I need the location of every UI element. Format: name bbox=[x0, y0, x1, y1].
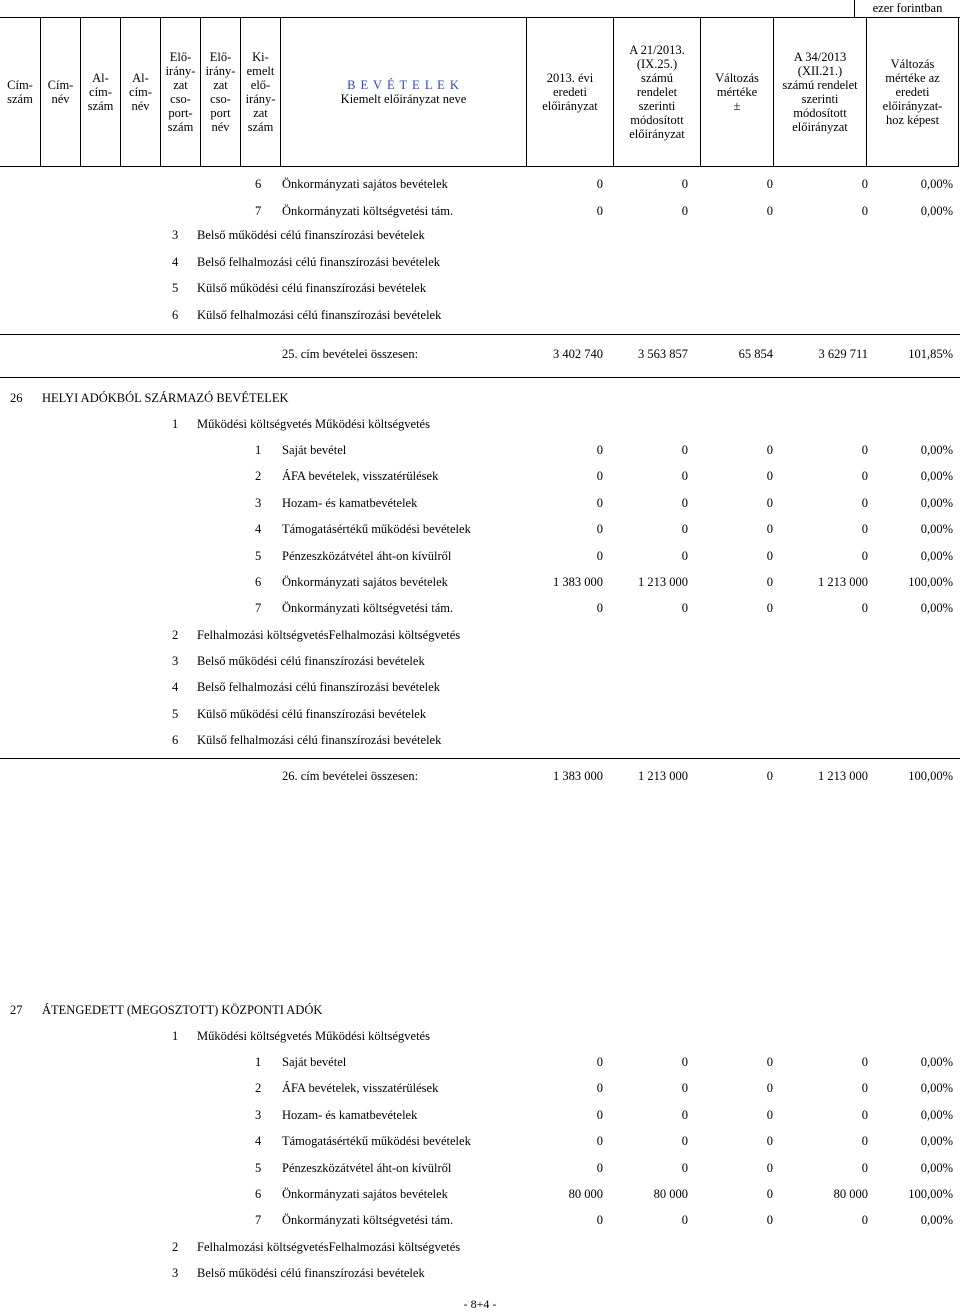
value-cell: 0 bbox=[596, 1161, 603, 1175]
value-cell: 0 bbox=[766, 549, 773, 563]
percent-cell: 0,00% bbox=[920, 1055, 953, 1069]
row-number: 5 bbox=[255, 549, 262, 563]
row-number: 3 bbox=[172, 228, 179, 242]
value-cell: 0 bbox=[596, 177, 603, 191]
table-row bbox=[0, 252, 960, 272]
row-number: 7 bbox=[255, 601, 262, 615]
header-kiemelt-eloiranyzat-szam: Ki- emelt elő- irány- zat szám bbox=[240, 18, 280, 166]
row-label: Belső felhalmozási célú finanszírozási bevételek bbox=[197, 255, 440, 269]
table-row bbox=[0, 730, 960, 750]
value-cell: 0 bbox=[596, 1134, 603, 1148]
value-cell: 0 bbox=[681, 204, 688, 218]
value-cell: 0 bbox=[681, 496, 688, 510]
value-cell: 0 bbox=[596, 1213, 603, 1227]
row-number: 7 bbox=[255, 1213, 262, 1227]
row-label: Önkormányzati sajátos bevételek bbox=[282, 1187, 448, 1201]
table-row bbox=[0, 388, 960, 408]
row-number: 3 bbox=[172, 1266, 179, 1280]
row-label: Hozam- és kamatbevételek bbox=[282, 1108, 418, 1122]
row-number: 3 bbox=[255, 496, 262, 510]
value-cell: 0 bbox=[596, 469, 603, 483]
row-label: Hozam- és kamatbevételek bbox=[282, 496, 418, 510]
total-label: 26. cím bevételei összesen: bbox=[282, 769, 419, 783]
percent-cell: 0,00% bbox=[920, 204, 953, 218]
table-row bbox=[0, 625, 960, 645]
row-number: 6 bbox=[255, 575, 262, 589]
row-label: Külső felhalmozási célú finanszírozási bevételek bbox=[197, 733, 442, 747]
row-label: Önkormányzati költségvetési tám. bbox=[282, 1213, 454, 1227]
value-cell: 0 bbox=[596, 522, 603, 536]
row-number: 1 bbox=[255, 1055, 262, 1069]
value-cell: 0 bbox=[861, 549, 868, 563]
row-label: Belső működési célú finanszírozási bevételek bbox=[197, 654, 425, 668]
row-number: 6 bbox=[255, 1187, 262, 1201]
row-label: ÁTENGEDETT (MEGOSZTOTT) KÖZPONTI ADÓK bbox=[42, 1003, 323, 1017]
row-label: Saját bevétel bbox=[282, 1055, 347, 1069]
row-number: 5 bbox=[172, 281, 179, 295]
row-label: ÁFA bevételek, visszatérülések bbox=[282, 1081, 439, 1095]
row-number: 2 bbox=[172, 1240, 179, 1254]
value-cell: 0 bbox=[861, 1213, 868, 1227]
row-label: Külső felhalmozási célú finanszírozási bevételek bbox=[197, 308, 442, 322]
value-cell: 1 383 000 bbox=[553, 769, 603, 783]
percent-cell: 100,00% bbox=[908, 1187, 953, 1201]
value-cell: 0 bbox=[681, 1213, 688, 1227]
percent-cell: 0,00% bbox=[920, 1108, 953, 1122]
table-row bbox=[0, 305, 960, 325]
percent-cell: 0,00% bbox=[920, 1161, 953, 1175]
value-cell: 0 bbox=[681, 1055, 688, 1069]
value-cell: 80 000 bbox=[833, 1187, 868, 1201]
percent-cell: 0,00% bbox=[920, 601, 953, 615]
table-row bbox=[0, 1263, 960, 1283]
value-cell: 0 bbox=[596, 601, 603, 615]
table-row bbox=[0, 677, 960, 697]
value-cell: 0 bbox=[766, 1134, 773, 1148]
table-row bbox=[0, 466, 960, 486]
row-number: 4 bbox=[255, 522, 262, 536]
row-label: Önkormányzati sajátos bevételek bbox=[282, 177, 448, 191]
value-cell: 0 bbox=[681, 1108, 688, 1122]
header-valtozas-merteke: Változás mértéke ± bbox=[700, 18, 773, 166]
table-row bbox=[0, 440, 960, 460]
header-eloiranyzat-csoport-nev: Elő- irány- zat cso- port név bbox=[200, 18, 240, 166]
row-label: Saját bevétel bbox=[282, 443, 347, 457]
value-cell: 0 bbox=[766, 204, 773, 218]
header-bevetelek-title: B E V É T E L E K bbox=[347, 78, 460, 92]
row-number: 27 bbox=[10, 1003, 23, 1017]
value-cell: 0 bbox=[766, 1081, 773, 1095]
percent-cell: 0,00% bbox=[920, 1081, 953, 1095]
table-row bbox=[0, 201, 960, 221]
row-number: 2 bbox=[255, 1081, 262, 1095]
table-row bbox=[0, 1078, 960, 1098]
row-number: 1 bbox=[255, 443, 262, 457]
table-row bbox=[0, 704, 960, 724]
row-label: Támogatásértékű működési bevételek bbox=[282, 1134, 471, 1148]
row-number: 5 bbox=[172, 707, 179, 721]
total-row bbox=[0, 766, 960, 786]
row-label: Támogatásértékű működési bevételek bbox=[282, 522, 471, 536]
table-row bbox=[0, 174, 960, 194]
section-divider bbox=[0, 334, 960, 335]
value-cell: 0 bbox=[766, 496, 773, 510]
value-cell: 3 629 711 bbox=[818, 347, 868, 361]
value-cell: 0 bbox=[861, 1055, 868, 1069]
value-cell: 0 bbox=[681, 1161, 688, 1175]
value-cell: 0 bbox=[766, 601, 773, 615]
value-cell: 0 bbox=[681, 177, 688, 191]
row-number: 6 bbox=[172, 733, 179, 747]
value-cell: 0 bbox=[596, 1055, 603, 1069]
section-divider bbox=[0, 377, 960, 378]
value-cell: 0 bbox=[861, 204, 868, 218]
currency-unit-label: ezer forintban bbox=[854, 0, 960, 18]
table-row bbox=[0, 572, 960, 592]
value-cell: 0 bbox=[766, 1108, 773, 1122]
value-cell: 0 bbox=[861, 1081, 868, 1095]
row-label: Pénzeszközátvétel áht-on kívülről bbox=[282, 1161, 452, 1175]
row-label: Pénzeszközátvétel áht-on kívülről bbox=[282, 549, 452, 563]
table-row bbox=[0, 546, 960, 566]
row-label: Külső működési célú finanszírozási bevételek bbox=[197, 707, 427, 721]
row-number: 6 bbox=[172, 308, 179, 322]
value-cell: 0 bbox=[681, 469, 688, 483]
header-cim-szam: Cím- szám bbox=[7, 78, 33, 106]
value-cell: 0 bbox=[596, 204, 603, 218]
value-cell: 0 bbox=[766, 522, 773, 536]
percent-cell: 100,00% bbox=[908, 575, 953, 589]
table-row bbox=[0, 519, 960, 539]
row-number: 4 bbox=[172, 255, 179, 269]
total-label: 25. cím bevételei összesen: bbox=[282, 347, 419, 361]
section-divider bbox=[0, 758, 960, 759]
value-cell: 1 383 000 bbox=[553, 575, 603, 589]
value-cell: 0 bbox=[681, 522, 688, 536]
row-label: Felhalmozási költségvetésFelhalmozási költségvetés bbox=[197, 1240, 461, 1254]
table-row bbox=[0, 493, 960, 513]
value-cell: 80 000 bbox=[653, 1187, 688, 1201]
header-kiemelt-name: Kiemelt előirányzat neve bbox=[340, 92, 467, 106]
row-label: Belső működési célú finanszírozási bevételek bbox=[197, 228, 425, 242]
header-eredeti-eloiranyzat: 2013. évi eredeti előirányzat bbox=[526, 18, 613, 166]
table-row bbox=[0, 225, 960, 245]
row-label: Külső működési célú finanszírozási bevételek bbox=[197, 281, 427, 295]
value-cell: 0 bbox=[596, 496, 603, 510]
value-cell: 0 bbox=[596, 443, 603, 457]
value-cell: 0 bbox=[681, 549, 688, 563]
value-cell: 0 bbox=[766, 443, 773, 457]
value-cell: 0 bbox=[766, 1161, 773, 1175]
value-cell: 1 213 000 bbox=[638, 769, 688, 783]
value-cell: 0 bbox=[861, 601, 868, 615]
percent-cell: 0,00% bbox=[920, 496, 953, 510]
value-cell: 3 563 857 bbox=[638, 347, 688, 361]
value-cell: 1 213 000 bbox=[638, 575, 688, 589]
table-row bbox=[0, 414, 960, 434]
value-cell: 0 bbox=[681, 1134, 688, 1148]
row-label: Belső működési célú finanszírozási bevételek bbox=[197, 1266, 425, 1280]
header-alcim-nev: Al- cím- név bbox=[120, 18, 160, 166]
value-cell: 0 bbox=[596, 1081, 603, 1095]
value-cell: 80 000 bbox=[568, 1187, 603, 1201]
value-cell: 0 bbox=[681, 601, 688, 615]
value-cell: 0 bbox=[596, 549, 603, 563]
header-alcim-szam: Al- cím- szám bbox=[80, 18, 120, 166]
table-row bbox=[0, 1210, 960, 1230]
percent-cell: 0,00% bbox=[920, 469, 953, 483]
row-label: Felhalmozási költségvetésFelhalmozási költségvetés bbox=[197, 628, 461, 642]
value-cell: 0 bbox=[681, 443, 688, 457]
value-cell: 0 bbox=[766, 469, 773, 483]
row-label: Működési költségvetés Működési költségvetés bbox=[197, 417, 430, 431]
row-number: 3 bbox=[255, 1108, 262, 1122]
value-cell: 0 bbox=[861, 522, 868, 536]
value-cell: 0 bbox=[861, 496, 868, 510]
table-row bbox=[0, 598, 960, 618]
value-cell: 0 bbox=[861, 177, 868, 191]
row-number: 1 bbox=[172, 417, 179, 431]
percent-cell: 0,00% bbox=[920, 522, 953, 536]
table-row bbox=[0, 1237, 960, 1257]
table-row bbox=[0, 1052, 960, 1072]
row-label: Önkormányzati költségvetési tám. bbox=[282, 601, 454, 615]
row-number: 4 bbox=[255, 1134, 262, 1148]
value-cell: 3 402 740 bbox=[553, 347, 603, 361]
row-number: 1 bbox=[172, 1029, 179, 1043]
row-number: 2 bbox=[172, 628, 179, 642]
table-row bbox=[0, 1184, 960, 1204]
value-cell: 0 bbox=[766, 1187, 773, 1201]
value-cell: 1 213 000 bbox=[818, 769, 868, 783]
table-row bbox=[0, 651, 960, 671]
row-number: 5 bbox=[255, 1161, 262, 1175]
row-label: Önkormányzati sajátos bevételek bbox=[282, 575, 448, 589]
value-cell: 0 bbox=[861, 443, 868, 457]
row-number: 6 bbox=[255, 177, 262, 191]
row-number: 3 bbox=[172, 654, 179, 668]
value-cell: 0 bbox=[766, 177, 773, 191]
value-cell: 0 bbox=[861, 1161, 868, 1175]
table-row bbox=[0, 278, 960, 298]
row-label: ÁFA bevételek, visszatérülések bbox=[282, 469, 439, 483]
value-cell: 0 bbox=[596, 1108, 603, 1122]
percent-cell: 0,00% bbox=[920, 1213, 953, 1227]
value-cell: 0 bbox=[861, 1134, 868, 1148]
value-cell: 0 bbox=[861, 1108, 868, 1122]
header-valtozas-merteke-eredeti: Változás mértéke az eredeti előirányzat- hoz képest bbox=[866, 18, 959, 166]
percent-cell: 0,00% bbox=[920, 177, 953, 191]
value-cell: 0 bbox=[766, 1055, 773, 1069]
table-row bbox=[0, 1000, 960, 1020]
row-number: 2 bbox=[255, 469, 262, 483]
value-cell: 65 854 bbox=[738, 347, 773, 361]
header-cim-nev: Cím- név bbox=[40, 18, 80, 166]
percent-cell: 0,00% bbox=[920, 443, 953, 457]
header-modositott-eloiranyzat-2: A 34/2013 (XII.21.) számú rendelet szerinti módosított előirányzat bbox=[773, 18, 866, 166]
row-label: HELYI ADÓKBÓL SZÁRMAZÓ BEVÉTELEK bbox=[42, 391, 289, 405]
table-row bbox=[0, 1105, 960, 1125]
percent-cell: 101,85% bbox=[908, 347, 953, 361]
value-cell: 0 bbox=[766, 769, 773, 783]
row-label: Önkormányzati költségvetési tám. bbox=[282, 204, 454, 218]
row-label: Belső felhalmozási célú finanszírozási bevételek bbox=[197, 680, 440, 694]
table-row bbox=[0, 1131, 960, 1151]
percent-cell: 0,00% bbox=[920, 549, 953, 563]
value-cell: 0 bbox=[766, 575, 773, 589]
row-label: Működési költségvetés Működési költségvetés bbox=[197, 1029, 430, 1043]
percent-cell: 0,00% bbox=[920, 1134, 953, 1148]
header-eloiranyzat-csoport-szam: Elő- irány- zat cso- port- szám bbox=[160, 18, 200, 166]
row-number: 26 bbox=[10, 391, 23, 405]
header-kiemelt-eloiranyzat-neve bbox=[280, 18, 526, 166]
row-number: 4 bbox=[172, 680, 179, 694]
value-cell: 0 bbox=[861, 469, 868, 483]
value-cell: 0 bbox=[766, 1213, 773, 1227]
value-cell: 0 bbox=[681, 1081, 688, 1095]
value-cell: 1 213 000 bbox=[818, 575, 868, 589]
table-row bbox=[0, 1158, 960, 1178]
page-number: - 8+4 - bbox=[463, 1297, 497, 1311]
table-header bbox=[0, 17, 959, 167]
row-number: 7 bbox=[255, 204, 262, 218]
header-modositott-eloiranyzat-1: A 21/2013. (IX.25.) számú rendelet szerinti módosított előirányzat bbox=[613, 18, 700, 166]
total-row bbox=[0, 344, 960, 364]
table-row bbox=[0, 1026, 960, 1046]
percent-cell: 100,00% bbox=[908, 769, 953, 783]
